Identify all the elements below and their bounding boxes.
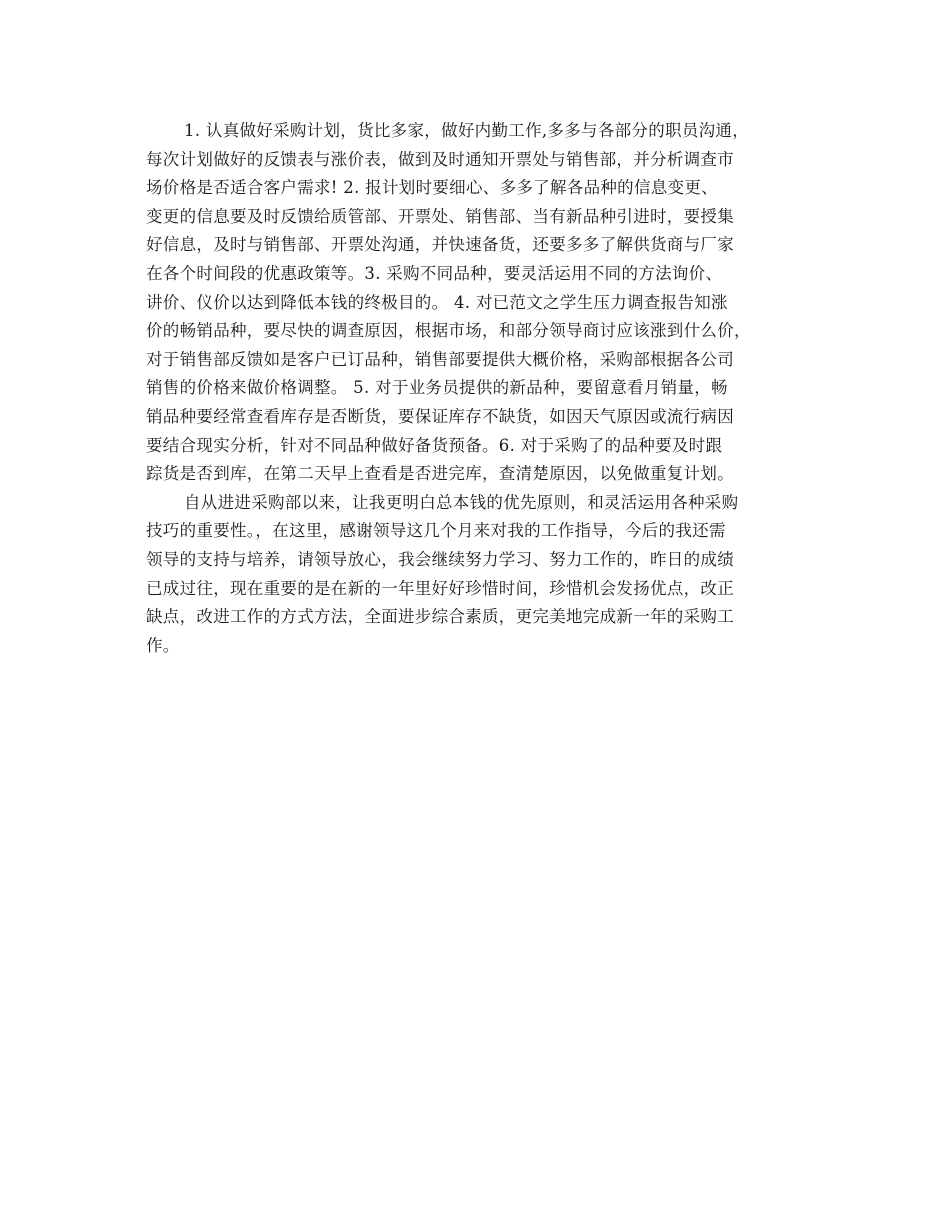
text-line: 变更的信息要及时反馈给质管部、开票处、销售部、当有新品种引进时，要授集 xyxy=(146,206,734,226)
text-line: 场价格是否适合客户需求! 2. 报计划时要细心、多多了解各品种的信息变更、 xyxy=(146,178,718,198)
text-line: 技巧的重要性。，在这里，感谢领导这几个月来对我的工作指导，今后的我还需 xyxy=(146,521,726,541)
text-line: 销品种要经常查看库存是否断货，要保证库存不缺货，如因天气原因或流行病因 xyxy=(146,406,734,426)
text-line: 讲价、仪价以达到降低本钱的终极目的。 4. 对已范文之学生压力调查报告知涨 xyxy=(146,292,728,312)
paragraph-procurement-duties xyxy=(146,117,806,489)
text-line: 缺点，改进工作的方式方法，全面进步综合素质，更完美地完成新一年的采购工 xyxy=(146,607,734,627)
text-line: 价的畅销品种，要尽快的调查原因，根据市场，和部分领导商讨应该涨到什么价， xyxy=(146,321,751,341)
paragraph-conclusion xyxy=(146,489,806,661)
text-line: 已成过往，现在重要的是在新的一年里好好珍惜时间，珍惜机会发扬优点，改正 xyxy=(146,578,734,598)
text-line: 作。 xyxy=(146,635,180,655)
text-line: 销售的价格来做价格调整。 5. 对于业务员提供的新品种，要留意看月销量，畅 xyxy=(146,378,728,398)
text-line: 每次计划做好的反馈表与涨价表，做到及时通知开票处与销售部，并分析调查市 xyxy=(146,149,734,169)
text-line: 好信息，及时与销售部、开票处沟通，并快速备货，还要多多了解供货商与厂家 xyxy=(146,235,734,255)
text-line: 对于销售部反馈如是客户已订品种，销售部要提供大概价格，采购部根据各公司 xyxy=(146,349,734,369)
text-line: 领导的支持与培养，请领导放心，我会继续努力学习、努力工作的，昨日的成绩 xyxy=(146,549,734,569)
text-line: 在各个时间段的优惠政策等。3. 采购不同品种，要灵活运用不同的方法询价、 xyxy=(146,263,723,283)
text-line: 踪货是否到库，在第二天早上查看是否进完库，查清楚原因，以免做重复计划。 xyxy=(146,464,734,484)
text-line: 要结合现实分析，针对不同品种做好备货预备。6. 对于采购了的品种要及时跟 xyxy=(146,435,723,455)
text-line: 自从进进采购部以来，让我更明白总本钱的优先原则，和灵活运用各种采购 xyxy=(184,492,739,512)
document-body xyxy=(146,117,806,660)
text-line: 1. 认真做好采购计划，货比多家，做好内勤工作,多多与各部分的职员沟通， xyxy=(184,121,750,140)
